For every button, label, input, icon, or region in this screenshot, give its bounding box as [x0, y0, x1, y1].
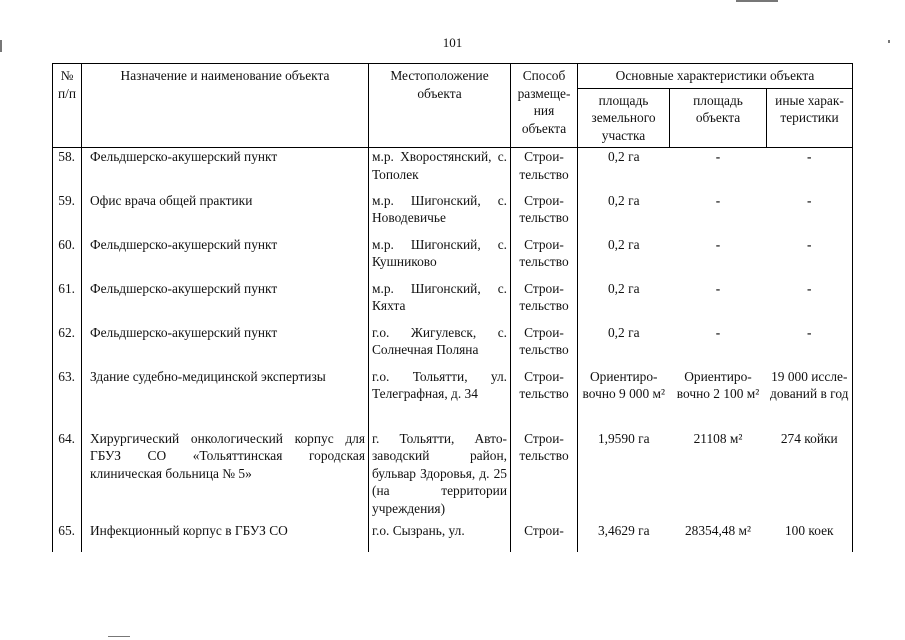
object-name: Инфекционный корпус в ГБУЗ СО [82, 522, 369, 552]
object-location: м.р. Шигонский, с. Новодевичье [369, 192, 511, 236]
table-row [53, 324, 853, 368]
object-area: - [715, 236, 721, 252]
land-area: 0,2 га [578, 192, 670, 236]
object-location: г.о. Жигулевск, с. Солнечная Поляна [369, 324, 511, 368]
other-characteristics: 19 000 иссле-дований в год [767, 368, 853, 430]
row-number: 59. [53, 192, 82, 236]
object-location: м.р. Шигонский, с. Кушниково [369, 236, 511, 280]
object-name: Фельдшерско-акушерский пункт [82, 148, 369, 192]
other-characteristics: 274 койки [767, 430, 853, 522]
object-name: Фельдшерско-акушерский пункт [82, 280, 369, 324]
object-area: - [715, 280, 721, 296]
header-num: № п/п [53, 64, 82, 148]
row-number: 60. [53, 236, 82, 280]
placement-method: Строи-тельство [511, 280, 578, 324]
page-number: 101 [442, 35, 463, 50]
other-characteristics: - [767, 280, 853, 324]
object-name: Офис врача общей практики [82, 192, 369, 236]
header-location: Местоположение объекта [369, 64, 511, 148]
row-number: 63. [53, 368, 82, 430]
table-row [53, 430, 853, 522]
table-row [53, 236, 853, 280]
header-main-characteristics: Основные характеристики объекта [578, 64, 853, 89]
object-location: м.р. Хворостянский, с. Тополек [369, 148, 511, 192]
table-row [53, 192, 853, 236]
object-location: м.р. Шигонский, с. Кяхта [369, 280, 511, 324]
land-area: 0,2 га [578, 280, 670, 324]
object-name: Фельдшерско-акушерский пункт [82, 236, 369, 280]
header-method: Способ размеще-ния объекта [511, 64, 578, 148]
table-row [53, 522, 853, 552]
placement-method: Строи-тельство [511, 148, 578, 192]
land-area: 0,2 га [578, 236, 670, 280]
object-area: - [715, 149, 721, 164]
placement-method: Строи- [511, 522, 578, 552]
object-area: - [715, 324, 721, 340]
scan-mark-right [888, 40, 890, 43]
object-area: 28354,48 м² [684, 522, 752, 538]
row-number: 62. [53, 324, 82, 368]
scan-mark-top-right [736, 0, 778, 2]
object-location: г.о. Сызрань, ул. [369, 522, 511, 552]
land-area: 0,2 га [578, 148, 670, 192]
scan-mark-left [0, 40, 2, 52]
row-number: 64. [53, 430, 82, 522]
land-area: Ориентиро-вочно 9 000 м² [578, 368, 670, 430]
placement-method: Строи-тельство [511, 368, 578, 430]
table-row [53, 368, 853, 430]
object-name: Хирургический онкологический корпус для ГБУЗ СО «Тольяттинская городская клиническая больница № 5» [82, 430, 369, 522]
other-characteristics: 100 коек [767, 522, 853, 552]
land-area: 1,9590 га [578, 430, 670, 522]
other-characteristics: - [767, 324, 853, 368]
scan-mark-bottom [108, 636, 130, 637]
placement-method: Строи-тельство [511, 236, 578, 280]
land-area: 0,2 га [578, 324, 670, 368]
table-row [53, 280, 853, 324]
placement-method: Строи-тельство [511, 192, 578, 236]
header-land-area: площадь земельного участка [578, 88, 670, 148]
row-number: 58. [53, 148, 82, 192]
object-area: Ориентиро-вочно 2 100 м² [676, 368, 760, 401]
other-characteristics: - [767, 148, 853, 192]
object-area: 21108 м² [693, 430, 743, 446]
land-area: 3,4629 га [578, 522, 670, 552]
object-name: Здание судебно-медицинской экспертизы [82, 368, 369, 430]
row-number: 61. [53, 280, 82, 324]
object-location: г. Тольятти, Авто-заводский район, бульвар Здоровья, д. 25 (на территории учреждения) [369, 430, 511, 522]
placement-method: Строи-тельство [511, 430, 578, 522]
header-object-area: площадь объекта [670, 88, 767, 148]
table-row [53, 148, 853, 192]
object-area: - [715, 192, 721, 208]
placement-method: Строи-тельство [511, 324, 578, 368]
other-characteristics: - [767, 236, 853, 280]
header-other: иные харак-теристики [767, 88, 853, 148]
objects-table [52, 63, 853, 552]
other-characteristics: - [767, 192, 853, 236]
object-location: г.о. Тольятти, ул. Телеграфная, д. 34 [369, 368, 511, 430]
header-name: Назначение и наименование объекта [82, 64, 369, 148]
object-name: Фельдшерско-акушерский пункт [82, 324, 369, 368]
row-number: 65. [53, 522, 82, 552]
